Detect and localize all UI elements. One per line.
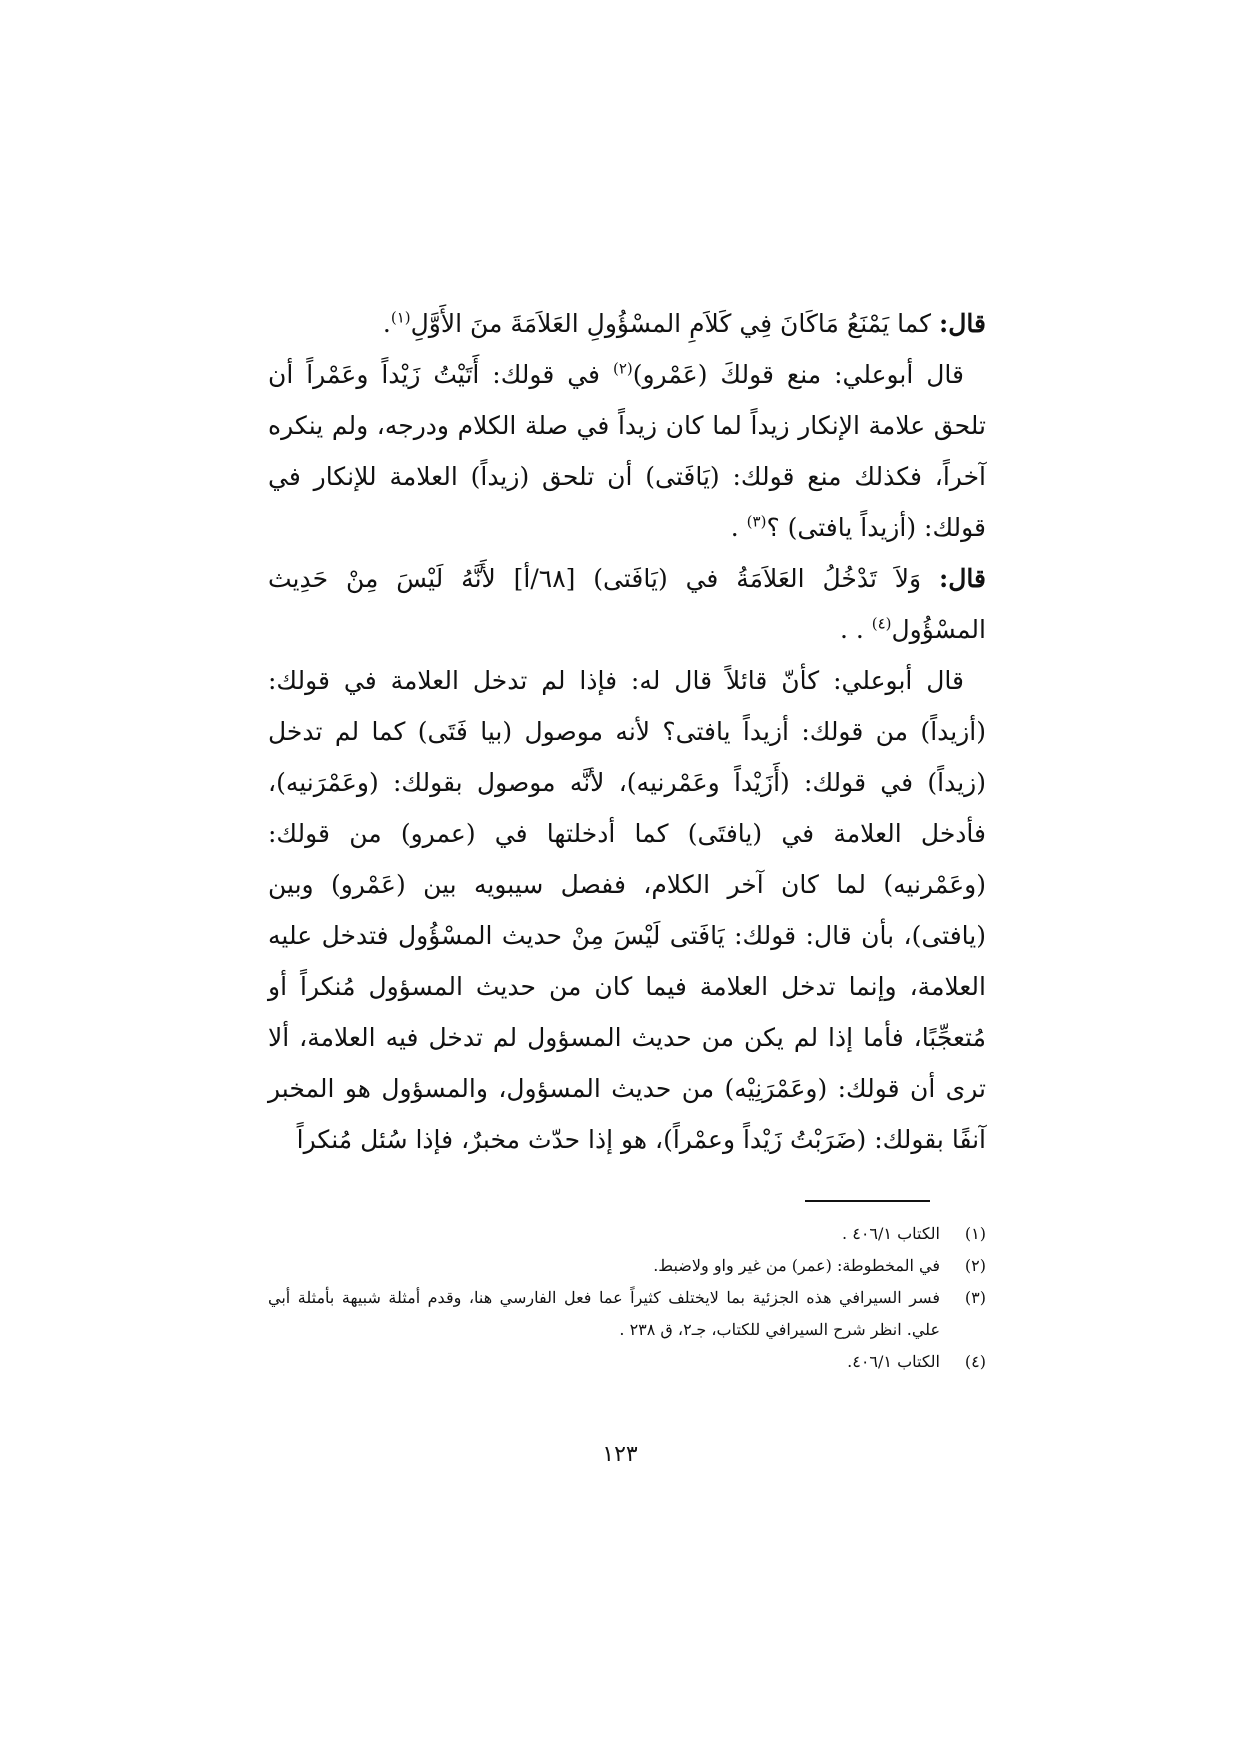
footnote-number: (٣) (964, 1288, 986, 1307)
footnote-text: فسر السيرافي هذه الجزئية بما لايختلف كثيراً عما فعل الفارسي هنا، وقدم أمثلة شبيهة بأمثلة أبي علي. انظر شرح السيرافي للكتاب، جـ٢، ق ٢٣٨ . (268, 1288, 940, 1339)
commentary-text: قال أبوعلي: كأنّ قائلاً قال له: فإذا لم تدخل العلامة في قولك: (أزيداً) من قولك: أزيداً يافتى؟ لأنه موصول (بيا فَتَى) كما لم تدخل (زيداً) في قولك: (أَزَيْداً وعَمْرنيه)، لأنَّه موصول بقولك: (وعَمْرَنيه)، فأدخل العلامة في (يافتَى) كما أدخلتها في (عمرو) من قولك: (وعَمْرنيه) لما كان آخر الكلام، ففصل سيبويه بين (عَمْرو) وبين (يافتى)، بأن قال: قولك: يَافَتى لَيْسَ مِنْ حديث المسْؤُول فتدخل عليه العلامة، وإنما تدخل العلامة فيما كان من حديث المسؤول مُنكراً أو مُتعجِّبًا، فأما إذا لم يكن من حديث المسؤول لم تدخل فيه العلامة، ألا ترى أن قولك: (وعَمْرَنِيْه) من حديث المسؤول، والمسؤول هو المخبر آنفًا بقولك: (ضَرَبْتُ زَيْداً وعمْراً)، هو إذا حدّث مخبرٌ، فإذا سُئل مُنكراً (268, 666, 986, 1154)
qal-label: قال: (939, 564, 986, 593)
punctuation: . . (839, 615, 864, 644)
footnote-item (268, 1346, 986, 1378)
qal-label: قال: (939, 309, 986, 338)
footnote-number: (١) (964, 1224, 986, 1243)
footnote-ref-4: (٤) (871, 614, 892, 633)
paragraph-quote-1 (268, 298, 986, 349)
paragraph-quote-2 (268, 553, 986, 655)
footnote-item (268, 1250, 986, 1282)
footnote-ref-1: (١) (390, 308, 411, 327)
commentary-text-b: في قولك: أَتَيْتُ زَيْداً وعَمْراً أن تلحق علامة الإنكار زيداً لما كان زيداً في صلة الكلام ودرجه، ولم ينكره آخراً، فكذلك منع قولك: (يَافَتى) أن تلحق (زيداً) العلامة للإنكار في قولك: (أزيداً يافتى) ؟ (268, 360, 986, 542)
page-number: ١٢٣ (602, 1442, 638, 1467)
footnote-item (268, 1218, 986, 1250)
quote-text: كما يَمْنَعُ مَاكَانَ فِي كَلاَمِ المسْؤُولِ العَلاَمَةَ منَ الأَوَّلِ (410, 309, 932, 338)
footnote-number: (٢) (964, 1256, 986, 1275)
footnote-item (268, 1282, 986, 1346)
main-text (268, 298, 986, 1165)
paragraph-commentary-2 (268, 655, 986, 1165)
footnote-separator (805, 1200, 930, 1202)
paragraph-commentary-1 (268, 349, 986, 553)
footnote-text: الكتاب ٤٠٦/١. (847, 1352, 940, 1371)
punctuation: . (382, 309, 391, 338)
footnote-text: في المخطوطة: (عمر) من غير واو ولاضبط. (653, 1256, 940, 1275)
footnote-ref-2: (٢) (612, 359, 633, 378)
footnotes (268, 1218, 986, 1378)
commentary-text-a: قال أبوعلي: منع قولكَ (عَمْرو) (632, 360, 964, 389)
footnote-ref-3: (٣) (746, 512, 767, 531)
quote-text: وَلاَ تَدْخُلُ العَلاَمَةُ في (يَافَتى) [٦٨/أ] لأَنَّهُ لَيْسَ مِنْ حَدِيث المسْؤُول (268, 564, 986, 644)
punctuation: . (730, 513, 739, 542)
footnote-number: (٤) (964, 1352, 986, 1371)
footnote-text: الكتاب ٤٠٦/١ . (842, 1224, 940, 1243)
